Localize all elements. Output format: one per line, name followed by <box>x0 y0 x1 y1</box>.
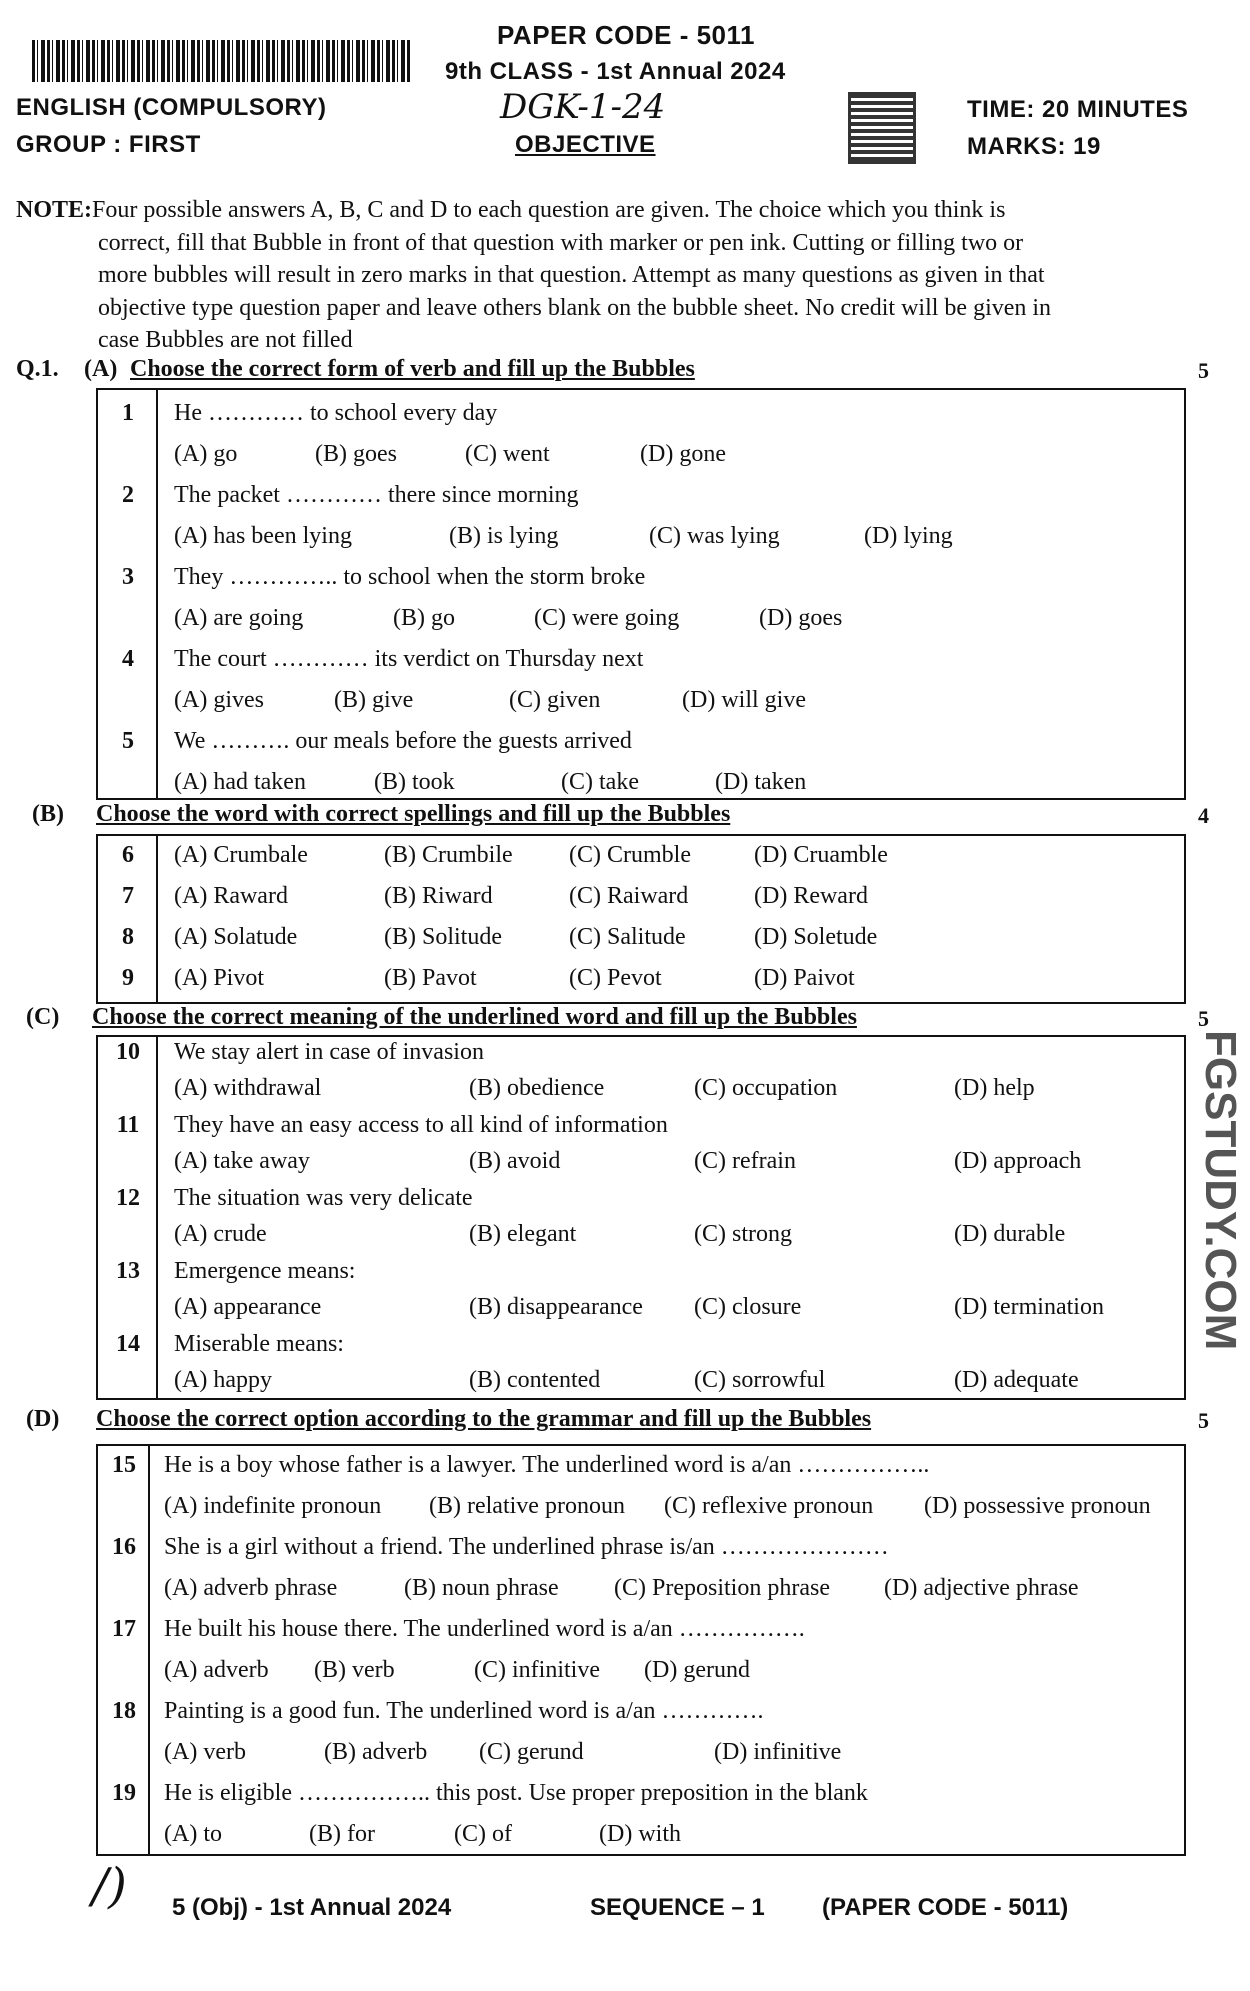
option-d[interactable]: (D) possessive pronoun <box>924 1493 1151 1519</box>
subject: ENGLISH (COMPULSORY) <box>16 94 327 121</box>
option-a[interactable]: (A) appearance <box>174 1294 322 1320</box>
question-text: We stay alert in case of invasion <box>174 1039 484 1065</box>
question-number: 14 <box>116 1331 140 1357</box>
question-number: 6 <box>122 842 134 868</box>
option-b[interactable]: (B) adverb <box>324 1739 428 1765</box>
option-c[interactable]: (C) strong <box>694 1221 792 1247</box>
question-text: He is a boy whose father is a lawyer. The underlined word is a/an …………….. <box>164 1452 930 1478</box>
note-line: more bubbles will result in zero marks in that question. Attempt as many questions as given in that <box>98 262 1045 288</box>
option-c[interactable]: (C) Preposition phrase <box>614 1575 830 1601</box>
question-number: 9 <box>122 965 134 991</box>
option-d[interactable]: (D) taken <box>715 769 807 795</box>
option-c[interactable]: (C) were going <box>534 605 680 631</box>
question-table <box>96 834 1186 1004</box>
note-line: correct, fill that Bubble in front of that question with marker or pen ink. Cutting or filling two or <box>98 229 1024 256</box>
question-number: 2 <box>122 482 134 508</box>
option-a[interactable]: (A) happy <box>174 1367 272 1393</box>
option-d[interactable]: (D) will give <box>682 687 806 713</box>
section-marks: 5 <box>1198 1006 1209 1031</box>
option-b[interactable]: (B) disappearance <box>469 1294 643 1320</box>
question-table <box>96 388 1186 800</box>
option-d[interactable]: (D) adjective phrase <box>884 1575 1079 1601</box>
question-number: 4 <box>122 646 134 672</box>
note <box>16 194 1246 357</box>
option-c[interactable]: (C) occupation <box>694 1075 838 1101</box>
question-table <box>96 1444 1186 1856</box>
option-c[interactable]: (C) went <box>465 441 550 467</box>
section-label: (A) <box>84 356 118 382</box>
option-c[interactable]: (C) take <box>561 769 639 795</box>
option-a[interactable]: (A) gives <box>174 687 264 713</box>
handwritten-mark: /) <box>92 1858 127 1914</box>
option-a[interactable]: (A) Pivot <box>174 965 264 991</box>
option-b[interactable]: (B) contented <box>469 1367 601 1393</box>
question-number: 16 <box>112 1534 136 1560</box>
paper-code: PAPER CODE - 5011 <box>497 20 756 50</box>
option-d[interactable]: (D) gone <box>640 441 726 467</box>
question-number: 5 <box>122 728 134 754</box>
question-text: We ………. our meals before the guests arrived <box>174 728 632 754</box>
question-number: 11 <box>116 1112 140 1138</box>
question-text: Emergence means: <box>174 1258 356 1284</box>
option-c[interactable]: (C) Salitude <box>569 924 686 950</box>
question-text: The situation was very delicate <box>174 1185 473 1211</box>
option-d[interactable]: (D) Soletude <box>754 924 878 950</box>
section-title: Choose the correct form of verb and fill up the Bubbles <box>130 356 695 382</box>
option-a[interactable]: (A) take away <box>174 1148 310 1174</box>
option-d[interactable]: (D) with <box>599 1821 681 1847</box>
option-a[interactable]: (A) are going <box>174 605 304 631</box>
option-c[interactable]: (C) of <box>454 1821 512 1847</box>
option-b[interactable]: (B) go <box>393 605 455 631</box>
section-marks: 4 <box>1198 803 1209 828</box>
question-number: 7 <box>122 883 134 909</box>
option-d[interactable]: (D) gerund <box>644 1657 750 1683</box>
option-d[interactable]: (D) help <box>954 1075 1035 1101</box>
option-b[interactable]: (B) verb <box>314 1657 395 1683</box>
option-c[interactable]: (C) reflexive pronoun <box>664 1493 874 1519</box>
question-text: The packet ………… there since morning <box>174 482 579 508</box>
footer-left: 5 (Obj) - 1st Annual 2024 <box>172 1894 452 1921</box>
question-text: The court ………… its verdict on Thursday next <box>174 646 644 672</box>
option-d[interactable]: (D) durable <box>954 1221 1066 1247</box>
option-a[interactable]: (A) Crumbale <box>174 842 308 868</box>
question-number: 3 <box>122 564 134 590</box>
option-d[interactable]: (D) infinitive <box>714 1739 842 1765</box>
handwritten-code: DGK-1-24 <box>500 87 666 127</box>
question-text: They ………….. to school when the storm broke <box>174 564 646 590</box>
option-b[interactable]: (B) obedience <box>469 1075 605 1101</box>
option-b[interactable]: (B) give <box>334 687 414 713</box>
option-b[interactable]: (B) noun phrase <box>404 1575 559 1601</box>
section-label: (B) <box>32 801 64 827</box>
option-a[interactable]: (A) adverb <box>164 1657 269 1683</box>
question-number: 8 <box>122 924 134 950</box>
option-b[interactable]: (B) avoid <box>469 1148 561 1174</box>
option-a[interactable]: (A) to <box>164 1821 222 1847</box>
option-c[interactable]: (C) closure <box>694 1294 802 1320</box>
option-b[interactable]: (B) elegant <box>469 1221 577 1247</box>
option-c[interactable]: (C) refrain <box>694 1148 796 1174</box>
option-b[interactable]: (B) is lying <box>449 523 559 549</box>
option-c[interactable]: (C) Crumble <box>569 842 691 868</box>
option-a[interactable]: (A) go <box>174 441 238 467</box>
option-c[interactable]: (C) sorrowful <box>694 1367 826 1393</box>
option-b[interactable]: (B) goes <box>315 441 397 467</box>
option-d[interactable]: (D) Reward <box>754 883 868 909</box>
class-line: 9th CLASS - 1st Annual 2024 <box>445 58 786 85</box>
group: GROUP : FIRST <box>16 131 201 158</box>
option-b[interactable]: (B) relative pronoun <box>429 1493 625 1519</box>
option-a[interactable]: (A) has been lying <box>174 523 352 549</box>
section-marks: 5 <box>1198 1408 1209 1433</box>
q1-label: Q.1. <box>16 356 59 382</box>
option-c[interactable]: (C) Pevot <box>569 965 662 991</box>
section-label: (C) <box>26 1004 60 1030</box>
option-a[interactable]: (A) verb <box>164 1739 246 1765</box>
option-b[interactable]: (B) took <box>374 769 455 795</box>
question-number: 13 <box>116 1258 140 1284</box>
section-title: Choose the correct meaning of the underlined word and fill up the Bubbles <box>92 1004 857 1030</box>
question-number: 12 <box>116 1185 140 1211</box>
option-c[interactable]: (C) Raiward <box>569 883 689 909</box>
option-b[interactable]: (B) Riward <box>384 883 493 909</box>
note-line: Four possible answers A, B, C and D to each question are given. The choice which you think is <box>92 197 1006 223</box>
option-d[interactable]: (D) Paivot <box>754 965 855 991</box>
option-c[interactable]: (C) was lying <box>649 523 780 549</box>
question-text: She is a girl without a friend. The underlined phrase is/an ………………… <box>164 1534 889 1560</box>
option-d[interactable]: (D) termination <box>954 1294 1104 1320</box>
question-text: They have an easy access to all kind of information <box>174 1112 668 1138</box>
question-table <box>96 1035 1186 1400</box>
section-title: Choose the word with correct spellings and fill up the Bubbles <box>96 801 731 827</box>
option-b[interactable]: (B) Solitude <box>384 924 502 950</box>
option-a[interactable]: (A) Solatude <box>174 924 298 950</box>
footer-paper-code: (PAPER CODE - 5011) <box>822 1894 1069 1921</box>
option-a[interactable]: (A) adverb phrase <box>164 1575 338 1601</box>
question-text: He ………… to school every day <box>174 400 498 426</box>
question-number: 10 <box>116 1039 140 1065</box>
option-a[interactable]: (A) Raward <box>174 883 288 909</box>
question-text: He is eligible …………….. this post. Use proper preposition in the blank <box>164 1780 868 1806</box>
option-b[interactable]: (B) Crumbile <box>384 842 513 868</box>
option-a[interactable]: (A) had taken <box>174 769 306 795</box>
time: TIME: 20 MINUTES <box>967 96 1189 123</box>
option-d[interactable]: (D) goes <box>759 605 843 631</box>
question-text: He built his house there. The underlined word is a/an ……………. <box>164 1616 805 1642</box>
section-title: Choose the correct option according to the grammar and fill up the Bubbles <box>96 1406 872 1432</box>
option-a[interactable]: (A) withdrawal <box>174 1075 322 1101</box>
footer-sequence: SEQUENCE – 1 <box>590 1894 765 1921</box>
question-text: Painting is a good fun. The underlined word is a/an …………. <box>164 1698 764 1724</box>
watermark: FGSTUDY.COM <box>1196 1030 1245 1351</box>
option-c[interactable]: (C) given <box>509 687 601 713</box>
option-d[interactable]: (D) Cruamble <box>754 842 888 868</box>
question-number: 19 <box>112 1780 136 1806</box>
option-d[interactable]: (D) adequate <box>954 1367 1079 1393</box>
objective-label: OBJECTIVE <box>515 131 656 158</box>
option-c[interactable]: (C) infinitive <box>474 1657 600 1683</box>
option-c[interactable]: (C) gerund <box>479 1739 584 1765</box>
note-label: NOTE: <box>16 197 93 223</box>
barcode <box>32 40 412 82</box>
section-marks: 5 <box>1198 358 1209 383</box>
marks: MARKS: 19 <box>967 133 1101 160</box>
question-number: 18 <box>112 1698 136 1724</box>
qr-code <box>848 92 916 164</box>
question-text: Miserable means: <box>174 1331 344 1357</box>
option-d[interactable]: (D) approach <box>954 1148 1082 1174</box>
note-line: objective type question paper and leave others blank on the bubble sheet. No credit will be given in <box>98 294 1052 321</box>
note-line: case Bubbles are not filled <box>98 327 353 353</box>
question-number: 15 <box>112 1452 136 1478</box>
option-b[interactable]: (B) Pavot <box>384 965 477 991</box>
option-d[interactable]: (D) lying <box>864 523 953 549</box>
question-number: 1 <box>122 400 134 426</box>
option-a[interactable]: (A) indefinite pronoun <box>164 1493 382 1519</box>
option-b[interactable]: (B) for <box>309 1821 375 1847</box>
question-number: 17 <box>112 1616 136 1642</box>
option-a[interactable]: (A) crude <box>174 1221 267 1247</box>
section-label: (D) <box>26 1406 60 1432</box>
